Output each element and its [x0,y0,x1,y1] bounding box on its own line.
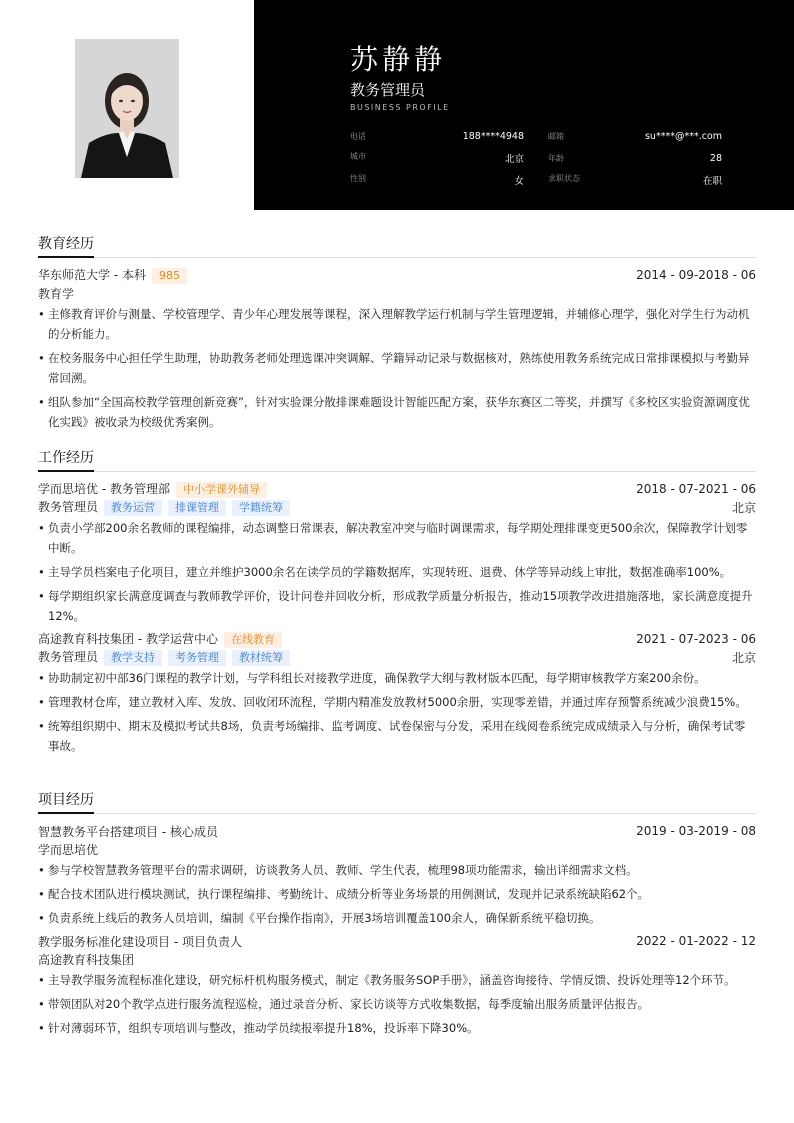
profile-label: BUSINESS PROFILE [350,103,450,112]
info-gender [350,173,536,187]
work-role-line [38,498,756,516]
education-entry-header [38,266,756,284]
list-item: • 组队参加“全国高校教学管理创新竞赛”，针对实验课分散排课难题设计智能匹配方案，获华东赛区二等奖，并撰写《多校区实验资源调度优化实践》被收录为校级优秀案例。 [38,392,756,432]
school-name: 华东师范大学 - 本科 [38,268,146,282]
info-value: 在职 [702,176,722,187]
project-org-line [38,950,756,968]
info-value: 北京 [504,154,524,165]
list-item: • 协助制定初中部36门课程的教学计划，与学科组长对接教学进度，确保教学大纲与教材版本匹配，每学期审核教学方案200余份。 [38,668,756,688]
info-row [350,147,722,169]
info-value: su****@***.com [644,130,722,142]
section-divider [38,471,756,472]
info-label: 城市 [350,152,366,161]
role-name: 教务管理员 [38,500,99,514]
info-label: 电话 [350,131,366,141]
project-entry-header [38,822,756,840]
list-item: • 参与学校智慧教务管理平台的需求调研，访谈教务人员、教师、学生代表，梳理98项功能需求，输出详细需求文档。 [38,860,756,880]
school-tag: 985 [152,268,187,284]
work-date: 2018 - 07-2021 - 06 [636,482,756,496]
work-role-line [38,648,756,666]
info-city [350,151,536,165]
list-item: • 针对薄弱环节，组织专项培训与整改，推动学员续报率提升18%，投诉率下降30%。 [38,1018,756,1038]
info-phone [350,131,536,142]
section-title: 教育经历 [38,233,94,258]
list-item: • 配合技术团队进行模块测试，执行课程编排、考勤统计、成绩分析等业务场景的用例测试，发现并记录系统缺陷62个。 [38,884,756,904]
work-entry-header [38,480,756,498]
role-name: 教务管理员 [38,650,99,664]
education-section [38,233,756,436]
list-item: • 统筹组织期中、期末及模拟考试共8场，负责考场编排、监考调度、试卷保密与分发，采用在线阅卷系统完成成绩录入与分析，确保考试零事故。 [38,716,756,756]
work-city: 北京 [731,650,756,665]
work-bullets [38,668,756,756]
info-value: 女 [514,176,524,187]
info-label: 性别 [350,174,366,183]
candidate-name: 苏静静 [350,43,447,76]
contact-info-grid [350,125,722,191]
info-age [536,153,722,164]
project-name: 智慧教务平台搭建项目 - 核心成员 [38,824,218,839]
education-date: 2014 - 09-2018 - 06 [636,268,756,282]
work-bullets [38,518,756,626]
project-bullets [38,970,756,1038]
projects-section [38,789,756,1042]
job-title: 教务管理员 [350,81,426,99]
info-label: 邮箱 [548,131,564,141]
skill-tag: 教务运营 [104,500,162,516]
skill-tag: 考务管理 [168,650,226,666]
info-value: 28 [709,152,722,164]
project-date: 2022 - 01-2022 - 12 [636,934,756,948]
company-name: 学而思培优 - 教务管理部 [38,482,170,496]
work-date: 2021 - 07-2023 - 06 [636,632,756,646]
skill-tag: 教学支持 [104,650,162,666]
school-line [38,266,187,284]
company-line [38,630,282,648]
avatar [75,39,179,178]
role-line [38,648,290,666]
list-item: • 主修教育评价与测量、学校管理学、青少年心理发展等课程，深入理解教学运行机制与学生管理逻辑，并辅修心理学，强化对学生行为动机的分析能力。 [38,304,756,344]
work-entry-header [38,630,756,648]
work-section [38,447,756,760]
list-item: • 主导学员档案电子化项目，建立并维护3000余名在读学员的学籍数据库，实现转班、退费、休学等异动线上审批，数据准确率100%。 [38,562,756,582]
project-org: 学而思培优 [38,842,99,857]
list-item: • 管理教材仓库，建立教材入库、发放、回收闭环流程，学期内精准发放教材5000余册，实现零差错，并通过库存预警系统减少浪费15%。 [38,692,756,712]
list-item: • 带领团队对20个教学点进行服务流程巡检，通过录音分析、家长访谈等方式收集数据，每季度输出服务质量评估报告。 [38,994,756,1014]
role-line [38,498,290,516]
section-title: 工作经历 [38,447,94,472]
skill-tag: 排课管理 [168,500,226,516]
list-item: • 每学期组织家长满意度调查与教师教学评价，设计问卷并回收分析，形成教学质量分析报告，推动15项教学改进措施落地，家长满意度提升12%。 [38,586,756,626]
company-line [38,480,267,498]
major-text: 教育学 [38,286,75,301]
major [38,284,756,302]
section-divider [38,813,756,814]
skill-tag: 教材统筹 [232,650,290,666]
project-date: 2019 - 03-2019 - 08 [636,824,756,838]
project-org: 高途教育科技集团 [38,952,135,967]
info-label: 求职状态 [548,174,580,183]
section-title: 项目经历 [38,789,94,814]
list-item: • 在校务服务中心担任学生助理，协助教务老师处理选课冲突调解、学籍异动记录与数据核对，熟练使用教务系统完成日常排课模拟与考勤异常回溯。 [38,348,756,388]
company-name: 高途教育科技集团 - 教学运营中心 [38,632,218,646]
company-tag: 在线教育 [224,632,282,648]
list-item: • 负责小学部200余名教师的课程编排，动态调整日常课表，解决教室冲突与临时调课需求，每学期处理排课变更500余次，保障教学计划零中断。 [38,518,756,558]
company-tag: 中小学课外辅导 [176,482,267,498]
work-city: 北京 [731,500,756,515]
info-row [350,169,722,191]
portrait-image [75,39,179,178]
list-item: • 负责系统上线后的教务人员培训，编制《平台操作指南》，开展3场培训覆盖100余人，确保新系统平稳切换。 [38,908,756,928]
project-name: 教学服务标准化建设项目 - 项目负责人 [38,934,242,949]
info-row [350,125,722,147]
project-entry-header [38,932,756,950]
info-status [536,173,722,187]
info-email [536,131,722,142]
education-bullets [38,304,756,432]
info-value: 188****4948 [462,130,524,142]
project-org-line [38,840,756,858]
list-item: • 主导教学服务流程标准化建设，研究标杆机构服务模式，制定《教务服务SOP手册》，涵盖咨询接待、学情反馈、投诉处理等12个环节。 [38,970,756,990]
project-bullets [38,860,756,928]
skill-tag: 学籍统筹 [232,500,290,516]
section-divider [38,257,756,258]
profile-header [254,0,794,210]
info-label: 年龄 [548,153,564,163]
